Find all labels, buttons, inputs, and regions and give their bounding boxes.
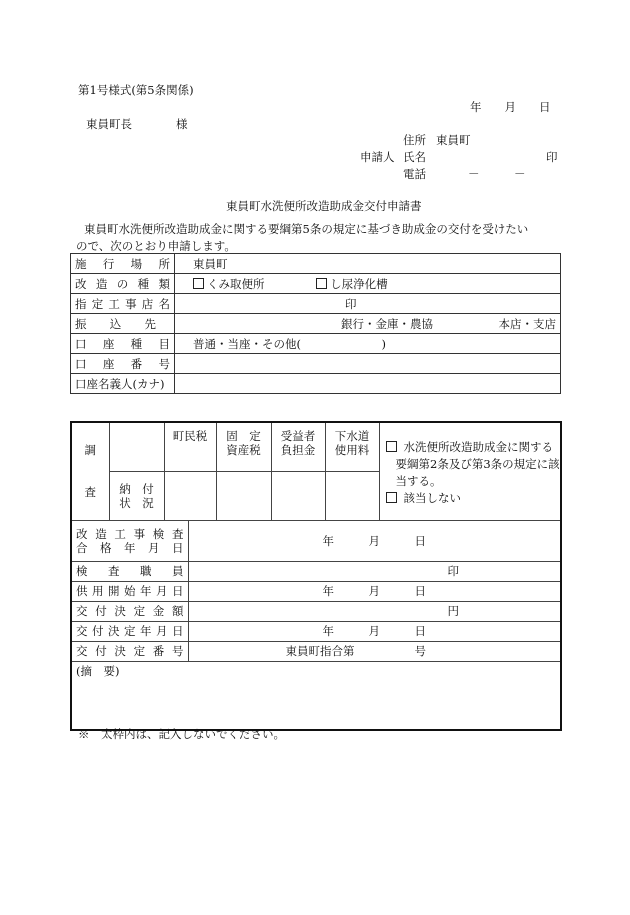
intro-line-2: ので、次のとおり申請します。 <box>76 239 236 253</box>
account-type-label: 口座種目 <box>71 334 175 354</box>
date-field: 年 月 日 <box>470 100 551 114</box>
table-row <box>71 354 561 374</box>
location-field[interactable] <box>175 254 561 274</box>
address-value: 東員町 <box>436 133 471 147</box>
intro-line-1: 東員町水洗便所改造助成金に関する要綱第5条の規定に基づき助成金の交付を受けたい <box>84 222 529 236</box>
table-row <box>71 641 561 661</box>
grant-date-field[interactable]: 年 月 日 <box>188 621 561 641</box>
name-label: 氏名 <box>403 150 426 164</box>
table-row <box>71 520 561 561</box>
table-row <box>71 254 561 274</box>
town-tax-status[interactable] <box>164 471 216 520</box>
contractor-label: 指定工事店名 <box>71 294 175 314</box>
service-start-field[interactable]: 年 月 日 <box>188 581 561 601</box>
table-row <box>71 374 561 394</box>
table-row <box>71 314 561 334</box>
eligibility-option-2[interactable]: 該当しない <box>386 490 557 507</box>
account-number-field[interactable] <box>175 354 561 374</box>
type-option-2[interactable]: し尿浄化槽 <box>316 277 388 291</box>
grant-amount-label: 交付決定金額 <box>71 601 188 621</box>
location-value: 東員町 <box>193 256 228 271</box>
status-header-blank <box>109 422 164 471</box>
table-row <box>71 581 561 601</box>
phone-label: 電話 <box>403 167 426 181</box>
applicant-label: 申請人 <box>360 150 395 164</box>
inspector-label: 検査職員 <box>71 561 188 581</box>
type-label: 改造の種類 <box>71 274 175 294</box>
account-number-label: 口座番号 <box>71 354 175 374</box>
bank-types: 銀行・金庫・農協 <box>341 316 433 331</box>
account-holder-label: 口座名義人(カナ) <box>71 374 175 394</box>
checkbox-icon[interactable] <box>316 278 327 289</box>
grant-number-field[interactable]: 東員町指合第 号 <box>188 641 561 661</box>
town-tax-header: 町民税 <box>164 422 216 471</box>
form-number: 第1号様式(第5条関係) <box>78 83 194 97</box>
summary-field[interactable] <box>71 661 561 730</box>
sewer-fee-header: 下水道 使用料 <box>325 422 379 471</box>
contractor-field[interactable] <box>175 294 561 314</box>
table-row <box>71 661 561 730</box>
fixed-asset-tax-status[interactable] <box>216 471 271 520</box>
application-table <box>70 253 561 394</box>
phone-dashes: － － <box>468 167 526 181</box>
inspection-date-label: 改造工事検査 合格年月日 <box>71 520 188 561</box>
summary-label: (摘 要) <box>76 663 120 678</box>
account-holder-field[interactable] <box>175 374 561 394</box>
account-type-value: 普通・当座・その他( ) <box>193 336 386 351</box>
checkbox-icon[interactable] <box>386 441 397 452</box>
location-label: 施行場所 <box>71 254 175 274</box>
fixed-asset-tax-header: 固 定 資産税 <box>216 422 271 471</box>
payment-status-label: 納 付 状 況 <box>109 471 164 520</box>
inspector-field[interactable]: 印 <box>188 561 561 581</box>
sewer-fee-status[interactable] <box>325 471 379 520</box>
grant-number-label: 交付決定番号 <box>71 641 188 661</box>
transfer-field[interactable] <box>175 314 561 334</box>
beneficiary-charge-status[interactable] <box>271 471 325 520</box>
honorific: 様 <box>176 117 188 131</box>
service-start-label: 供用開始年月日 <box>71 581 188 601</box>
branch-types: 本店・支店 <box>498 316 556 331</box>
beneficiary-charge-header: 受益者 負担金 <box>271 422 325 471</box>
address-label: 住所 <box>403 133 426 147</box>
applicant-seal: 印 <box>546 150 558 164</box>
account-type-field[interactable] <box>175 334 561 354</box>
survey-label: 調 査 <box>71 422 109 520</box>
eligibility-check-cell: 水洗便所改造助成金に関する 要綱第2条及び第3条の規定に該 当する。 該当しない <box>379 422 561 520</box>
table-row <box>71 601 561 621</box>
contractor-seal: 印 <box>345 296 357 311</box>
checkbox-icon[interactable] <box>193 278 204 289</box>
table-row <box>71 561 561 581</box>
table-row <box>71 422 561 471</box>
eligibility-option-1[interactable]: 水洗便所改造助成金に関する <box>386 439 557 456</box>
type-field <box>175 274 561 294</box>
table-row <box>71 274 561 294</box>
inspection-date-field[interactable]: 年 月 日 <box>188 520 561 561</box>
document-title: 東員町水洗便所改造助成金交付申請書 <box>226 199 422 213</box>
footnote: ※ 太枠内は、記入しないでください。 <box>78 727 285 741</box>
transfer-label: 振込先 <box>71 314 175 334</box>
grant-date-label: 交付決定年月日 <box>71 621 188 641</box>
grant-amount-field[interactable]: 円 <box>188 601 561 621</box>
office-use-table <box>70 421 562 731</box>
table-row <box>71 334 561 354</box>
addressee: 東員町長 <box>86 117 132 131</box>
type-option-1[interactable]: くみ取便所 <box>193 277 265 291</box>
checkbox-icon[interactable] <box>386 492 397 503</box>
table-row <box>71 294 561 314</box>
table-row <box>71 621 561 641</box>
